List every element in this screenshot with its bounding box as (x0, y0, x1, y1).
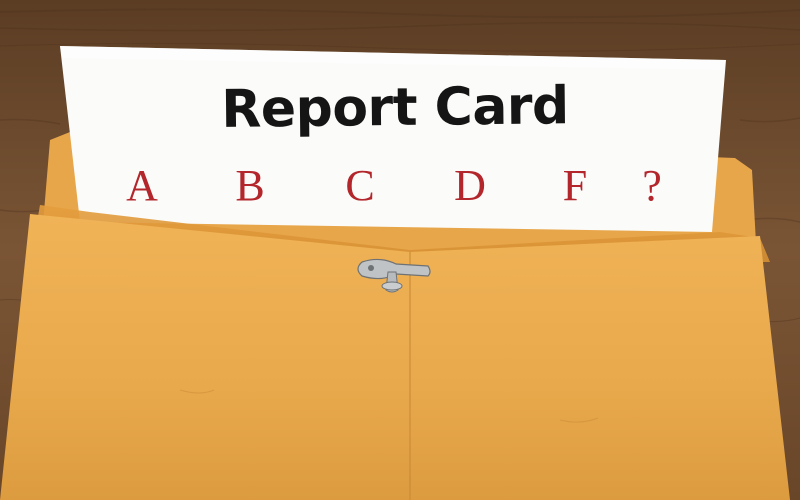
grades-row (0, 160, 800, 220)
report-card-title: Report Card (220, 76, 570, 140)
grade-c: C (345, 161, 375, 210)
envelope-front (0, 214, 790, 500)
grade-f: F (562, 161, 588, 210)
grade-question-mark: ? (642, 161, 662, 210)
grade-d: D (454, 161, 486, 210)
grade-a: A (126, 161, 158, 210)
grade-b: B (235, 161, 265, 210)
